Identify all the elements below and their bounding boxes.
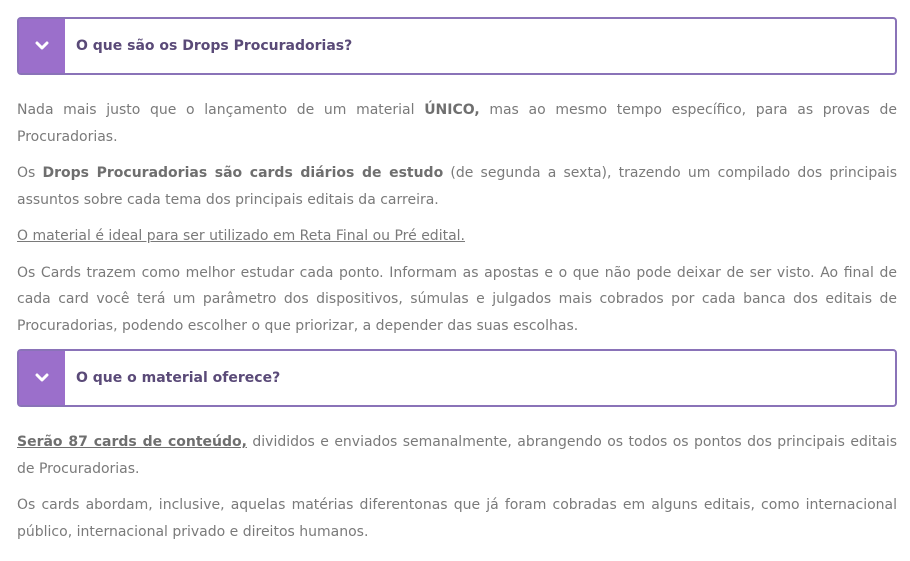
paragraph: Nada mais justo que o lançamento de um material ÚNICO, mas ao mesmo tempo específico, para as provas de Procuradorias.	[17, 102, 897, 145]
accordion-material-oferece[interactable]	[17, 349, 897, 407]
emphasis-unico: ÚNICO,	[424, 102, 480, 118]
accordion-toggle[interactable]	[19, 19, 65, 73]
accordion-toggle[interactable]	[19, 351, 65, 405]
paragraph: Os cards abordam, inclusive, aquelas matérias diferentonas que já foram cobradas em alguns editais, como internacional público, internacional privado e direitos humanos.	[17, 497, 897, 540]
paragraph: Os Drops Procuradorias são cards diários de estudo (de segunda a sexta), trazendo um compilado dos principais assuntos sobre cada tema dos principais editais da carreira.	[17, 165, 898, 208]
chevron-down-icon	[35, 373, 49, 383]
paragraph: Serão 87 cards de conteúdo, divididos e enviados semanalmente, abrangendo os todos os pontos dos principais editais de Procuradorias.	[17, 434, 897, 477]
section-material-offer	[17, 429, 897, 555]
accordion-drops-procuradorias[interactable]	[17, 17, 897, 75]
chevron-down-icon	[35, 41, 49, 51]
emphasis-87-cards: Serão 87 cards de conteúdo,	[17, 434, 247, 450]
paragraph: Os Cards trazem como melhor estudar cada ponto. Informam as apostas e o que não pode deixar de ser visto. Ao final de cada card você terá um parâmetro dos dispositivos, súmulas e julgados mais cobrados por cada banca dos editais de Procuradorias, podendo escolher o que priorizar, a depender das suas escolhas.	[17, 264, 897, 334]
accordion-title[interactable]: O que o material oferece?	[76, 370, 281, 386]
section-drops-description	[17, 97, 897, 349]
emphasis-cards-diarios: Drops Procuradorias são cards diários de estudo	[42, 165, 444, 181]
paragraph-underlined: O material é ideal para ser utilizado em Reta Final ou Pré edital.	[17, 228, 465, 244]
accordion-title[interactable]: O que são os Drops Procuradorias?	[76, 38, 353, 54]
